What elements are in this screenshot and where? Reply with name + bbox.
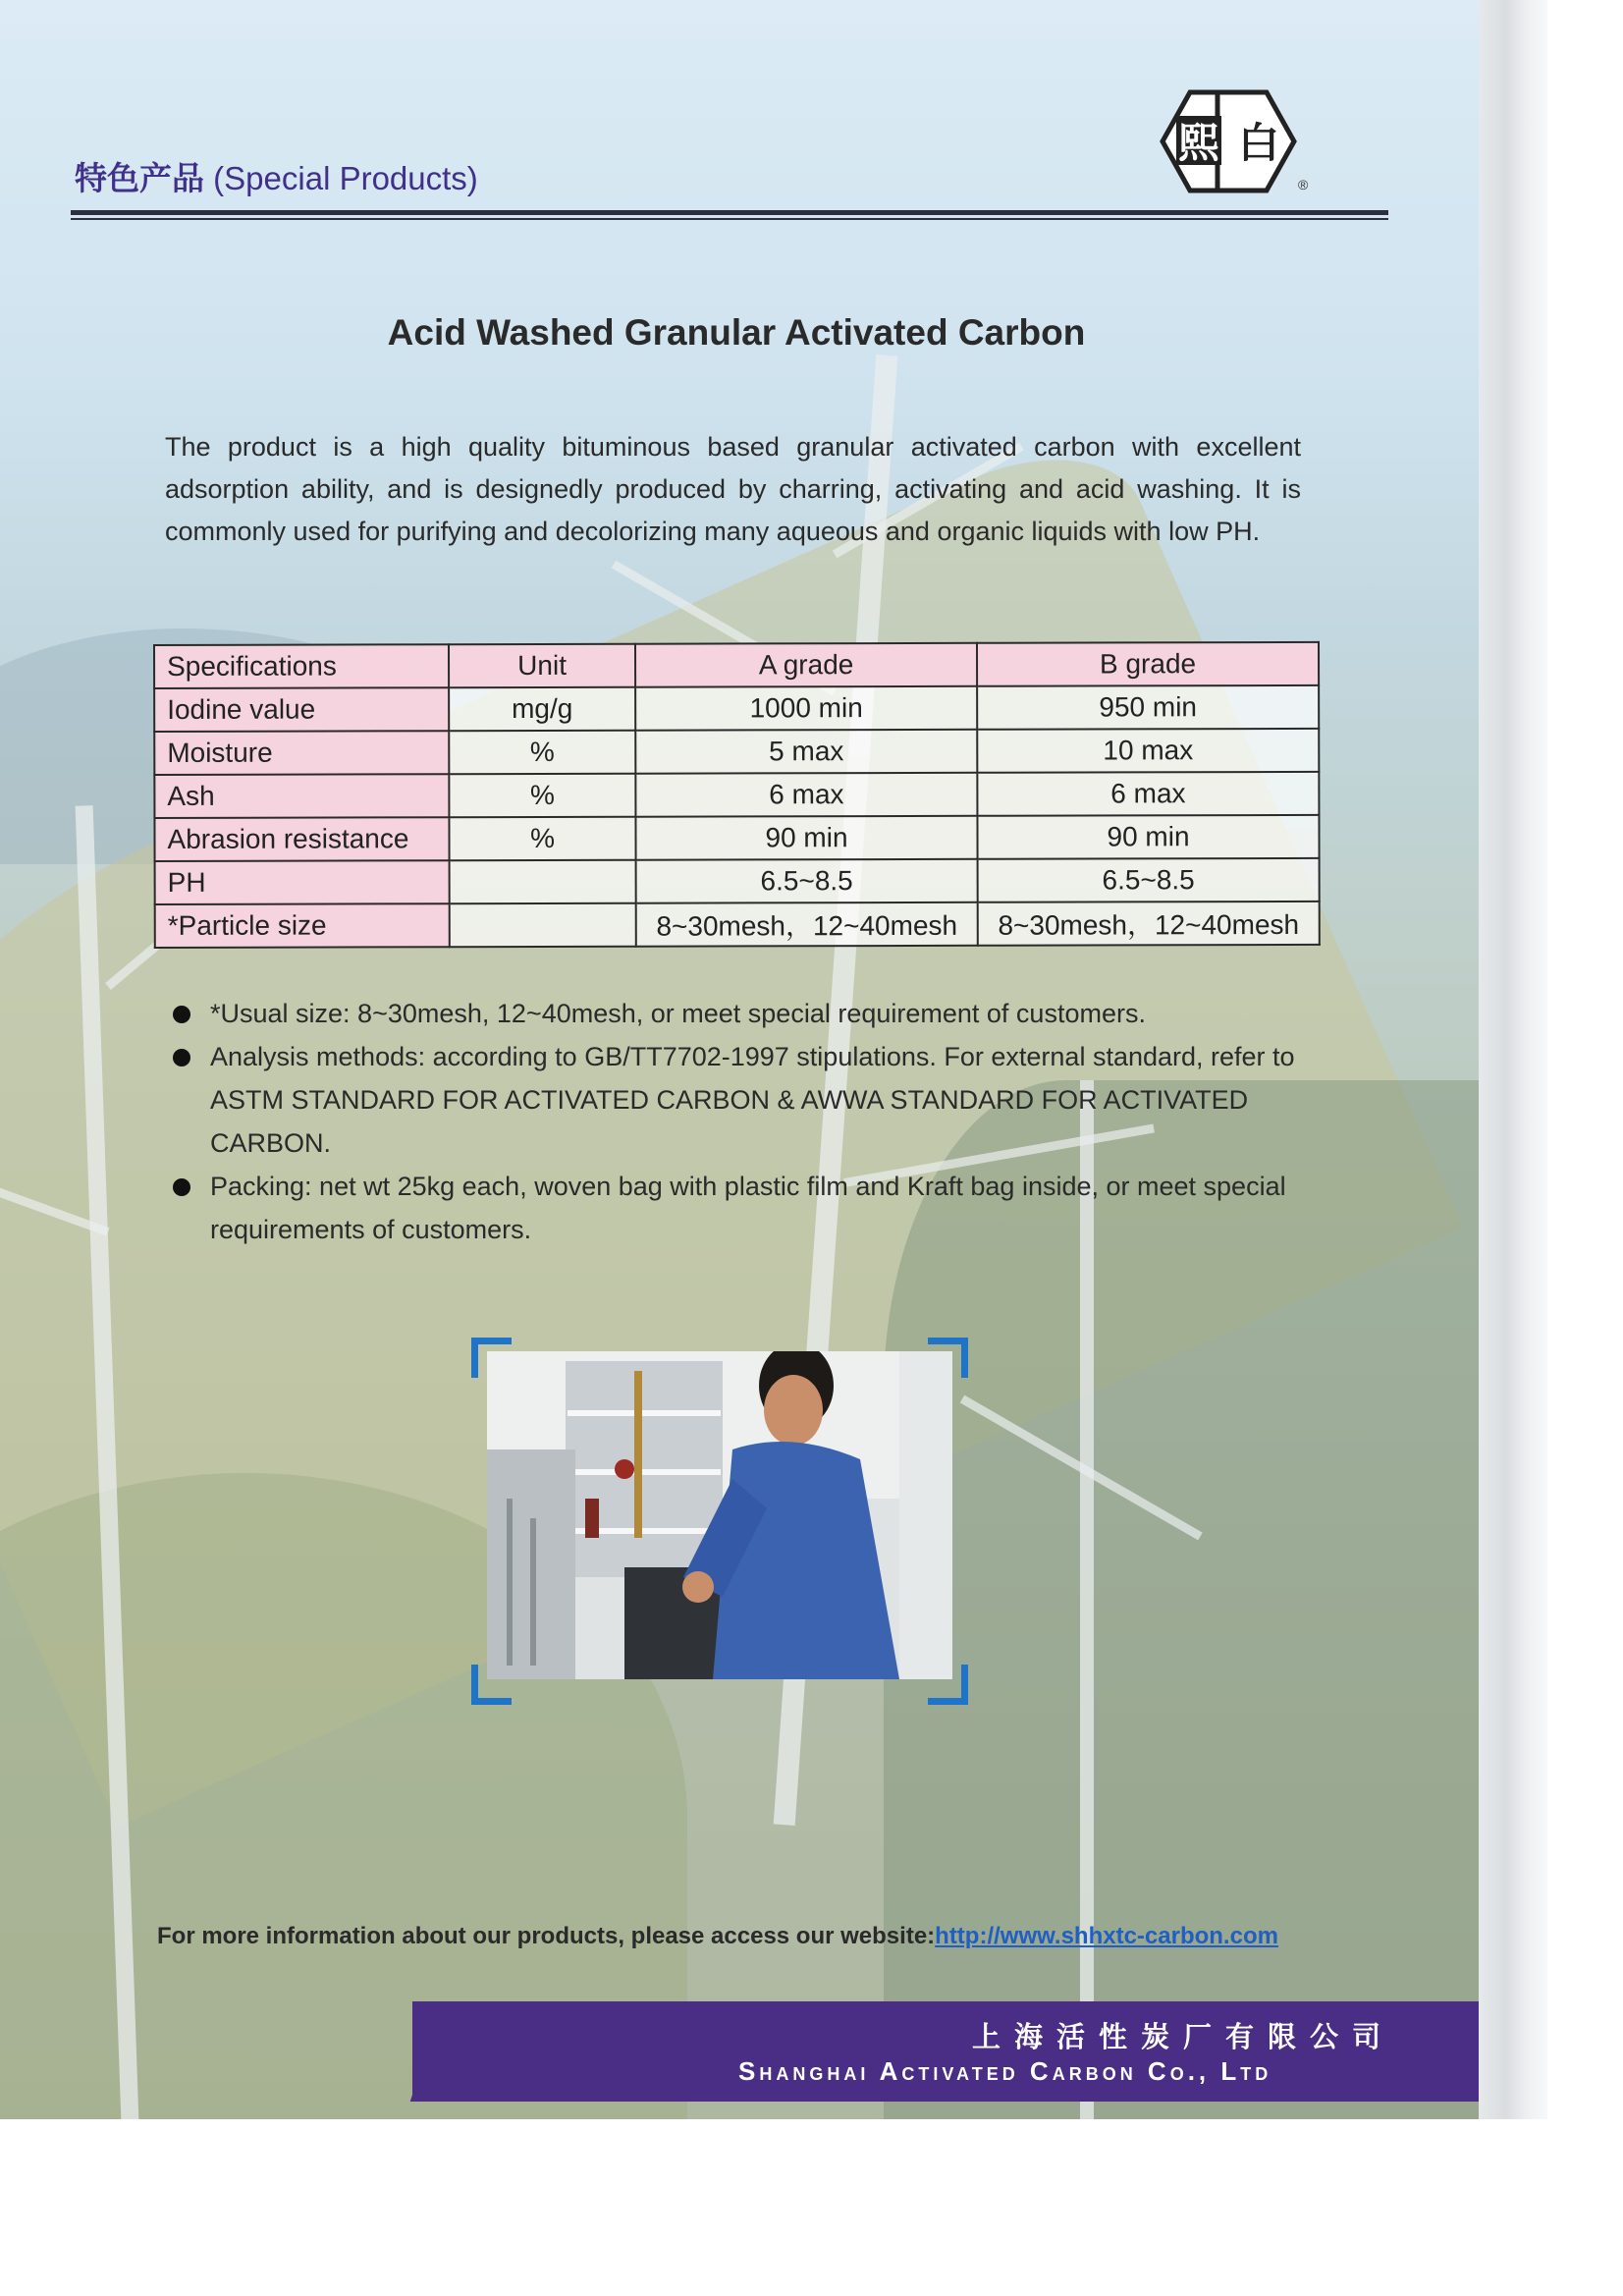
table-row	[155, 902, 1320, 948]
note-text: *Usual size: 8~30mesh, 12~40mesh, or meet special requirement of customers.	[210, 999, 1146, 1028]
table-header-cell: Unit	[449, 644, 635, 687]
table-cell-spec: *Particle size	[155, 903, 450, 948]
table-cell-a-grade: 1000 min	[635, 686, 977, 731]
table-cell-unit: %	[449, 731, 635, 774]
table-cell-unit: %	[449, 817, 635, 860]
header-rule-thin	[71, 218, 1388, 220]
scan-binding-edge	[1479, 0, 1547, 2119]
bullet-icon	[173, 1178, 190, 1196]
section-header	[75, 153, 478, 199]
table-cell-spec: Ash	[154, 774, 449, 818]
table-cell-b-grade: 950 min	[977, 685, 1319, 730]
registered-mark: ®	[1298, 177, 1309, 192]
header-rule	[71, 210, 1388, 215]
lab-technician-photo	[487, 1351, 952, 1679]
table-cell-unit: %	[449, 774, 635, 817]
table-cell-unit	[450, 860, 636, 903]
list-item	[167, 1165, 1306, 1251]
table-cell-spec: PH	[155, 860, 450, 904]
table-cell-a-grade: 5 max	[635, 730, 977, 774]
note-text: Analysis methods: according to GB/TT7702-1997 stipulations. For external standard, refer to ASTM STANDARD FOR ACTIVATED CARBON & AWWA STANDARD FOR ACTIVATED CARBON.	[210, 1042, 1295, 1158]
table-cell-b-grade: 6.5~8.5	[978, 858, 1320, 902]
spec-table	[153, 641, 1321, 949]
table-header-cell: A grade	[635, 643, 977, 687]
product-title: Acid Washed Granular Activated Carbon	[387, 312, 1086, 353]
company-name-en: Shanghai Activated Carbon Co., Ltd	[738, 2056, 1272, 2086]
table-cell-b-grade: 90 min	[977, 815, 1319, 859]
table-cell-spec: Moisture	[154, 731, 449, 775]
table-header-cell: Specifications	[154, 644, 449, 688]
table-cell-unit: mg/g	[449, 687, 635, 731]
company-name-cn: 上海活性炭厂有限公司	[972, 2022, 1395, 2053]
list-item	[167, 992, 1306, 1035]
website-link[interactable]: http://www.shhxtc-carbon.com	[935, 1923, 1278, 1949]
table-cell-a-grade: 6.5~8.5	[636, 859, 978, 903]
website-prompt: For more information about our products, please access our website:	[157, 1923, 936, 1949]
table-header-row	[154, 642, 1319, 688]
table-row	[154, 772, 1319, 818]
table-row	[155, 858, 1320, 904]
logo-char-left: 熙	[1177, 119, 1220, 167]
notes-list	[167, 992, 1306, 1251]
table-cell-spec: Iodine value	[154, 687, 449, 732]
website-line	[157, 1923, 1278, 1950]
table-row	[154, 685, 1319, 732]
company-logo	[1155, 86, 1302, 196]
table-cell-b-grade: 8~30mesh，12~40mesh	[978, 902, 1320, 946]
table-row	[154, 729, 1319, 775]
section-header-en: (Special Products)	[213, 160, 478, 196]
table-cell-unit	[450, 903, 636, 947]
table-cell-b-grade: 10 max	[977, 729, 1319, 773]
note-text: Packing: net wt 25kg each, woven bag with plastic film and Kraft bag inside, or meet special requirements of customers.	[210, 1172, 1286, 1244]
table-header-cell: B grade	[977, 642, 1319, 686]
lab-photo-frame	[471, 1338, 968, 1705]
table-cell-a-grade: 8~30mesh，12~40mesh	[636, 902, 978, 947]
table-cell-a-grade: 90 min	[635, 816, 977, 860]
product-description: The product is a high quality bituminous based granular activated carbon with excellent adsorption ability, and is designedly produced by charring, activating and acid washing. It is commonly used for purifying and decolorizing many aqueous and organic liquids with low PH.	[165, 432, 1301, 546]
table-cell-b-grade: 6 max	[977, 772, 1319, 816]
section-header-cn: 特色产品	[75, 160, 204, 196]
table-row	[154, 815, 1319, 861]
bullet-icon	[173, 1049, 190, 1066]
table-cell-a-grade: 6 max	[635, 773, 977, 817]
table-cell-spec: Abrasion resistance	[154, 817, 449, 861]
bullet-icon	[173, 1006, 190, 1023]
logo-char-right: 白	[1237, 119, 1280, 167]
list-item	[167, 1035, 1306, 1165]
